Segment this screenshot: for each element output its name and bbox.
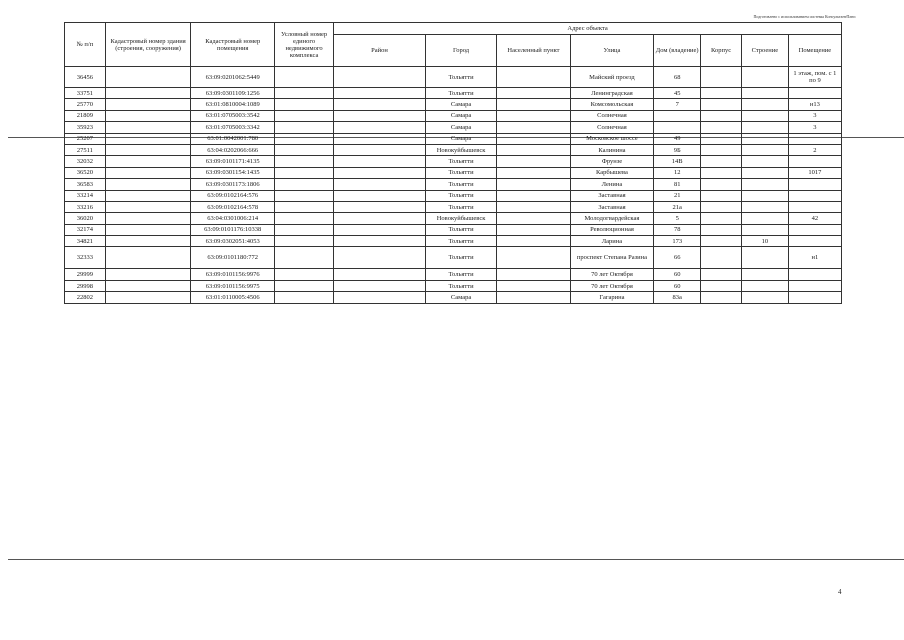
header-street: Улица <box>570 35 654 67</box>
table-row <box>65 190 842 201</box>
cell-district <box>334 292 426 303</box>
cell-num: 35923 <box>65 122 106 133</box>
cell-building <box>105 67 191 88</box>
cell-num: 32333 <box>65 247 106 269</box>
cell-city: Тольятти <box>425 156 496 167</box>
cell-structure <box>741 280 788 291</box>
cell-complex <box>275 236 334 247</box>
cell-complex <box>275 122 334 133</box>
cell-premises: 63:09:0302051:4053 <box>191 236 275 247</box>
cell-num: 32032 <box>65 156 106 167</box>
cell-premises: 63:09:0301109:1256 <box>191 88 275 99</box>
cell-korpus <box>701 201 742 212</box>
cell-complex <box>275 156 334 167</box>
cell-building <box>105 292 191 303</box>
table-row <box>65 122 842 133</box>
header-building-cadastral: Кадастровый номер здания (строения, сооружения) <box>105 23 191 67</box>
cell-complex <box>275 167 334 178</box>
header-settlement: Населенный пункт <box>497 35 570 67</box>
cell-korpus <box>701 280 742 291</box>
cell-premises: 63:09:0101171:4135 <box>191 156 275 167</box>
table-row <box>65 292 842 303</box>
cell-structure <box>741 269 788 280</box>
cell-room <box>788 88 841 99</box>
cell-district <box>334 213 426 224</box>
cell-structure <box>741 247 788 269</box>
cell-structure <box>741 110 788 121</box>
cell-korpus <box>701 179 742 190</box>
cell-premises: 63:04:0202066:666 <box>191 144 275 155</box>
table-row <box>65 201 842 212</box>
cell-structure <box>741 99 788 110</box>
cell-korpus <box>701 269 742 280</box>
cell-district <box>334 156 426 167</box>
cell-district <box>334 224 426 235</box>
cell-num: 25770 <box>65 99 106 110</box>
cell-premises: 63:09:0301173:1806 <box>191 179 275 190</box>
cell-structure <box>741 156 788 167</box>
cell-korpus <box>701 292 742 303</box>
cell-district <box>334 99 426 110</box>
cell-korpus <box>701 247 742 269</box>
table-row <box>65 67 842 88</box>
cell-num: 29998 <box>65 280 106 291</box>
cell-complex <box>275 280 334 291</box>
cell-city: Тольятти <box>425 224 496 235</box>
cell-city: Тольятти <box>425 201 496 212</box>
cell-settlement <box>497 292 570 303</box>
cell-complex <box>275 67 334 88</box>
cell-district <box>334 201 426 212</box>
cell-num: 33216 <box>65 201 106 212</box>
cell-premises: 63:04:0301006:214 <box>191 213 275 224</box>
cell-room: 2 <box>788 144 841 155</box>
cell-korpus <box>701 67 742 88</box>
cell-premises: 63:09:0101156:9976 <box>191 269 275 280</box>
cell-settlement <box>497 167 570 178</box>
cell-premises: 63:01:0042001:780 <box>191 133 275 144</box>
cell-settlement <box>497 144 570 155</box>
cell-complex <box>275 269 334 280</box>
table-row <box>65 236 842 247</box>
cell-premises: 63:09:0102164:578 <box>191 201 275 212</box>
header-num: № п/п <box>65 23 106 67</box>
cell-city: Тольятти <box>425 269 496 280</box>
cell-structure <box>741 67 788 88</box>
cell-korpus <box>701 144 742 155</box>
cell-house: 81 <box>654 179 701 190</box>
table-row <box>65 110 842 121</box>
cell-street: Заставная <box>570 190 654 201</box>
cell-street: Ленинградская <box>570 88 654 99</box>
cell-korpus <box>701 99 742 110</box>
cell-korpus <box>701 88 742 99</box>
cell-settlement <box>497 110 570 121</box>
cell-room <box>788 236 841 247</box>
cell-complex <box>275 190 334 201</box>
cell-building <box>105 247 191 269</box>
cell-street: 70 лет Октября <box>570 269 654 280</box>
cell-house: 78 <box>654 224 701 235</box>
cell-settlement <box>497 269 570 280</box>
cell-street: Карбышева <box>570 167 654 178</box>
cell-room: 3 <box>788 122 841 133</box>
cell-building <box>105 201 191 212</box>
cell-room: 3 <box>788 110 841 121</box>
table-row <box>65 144 842 155</box>
cell-complex <box>275 144 334 155</box>
table-row <box>65 179 842 190</box>
cell-korpus <box>701 110 742 121</box>
cell-city: Тольятти <box>425 179 496 190</box>
cell-num: 27511 <box>65 144 106 155</box>
cell-structure <box>741 201 788 212</box>
cell-house: 9Б <box>654 144 701 155</box>
cell-structure <box>741 292 788 303</box>
header-house: Дом (владение) <box>654 35 701 67</box>
cell-korpus <box>701 190 742 201</box>
cell-room: 1 этаж, пом. с 1 по 9 <box>788 67 841 88</box>
cell-house: 21а <box>654 201 701 212</box>
cell-house: 14В <box>654 156 701 167</box>
cell-street: проспект Степана Разина <box>570 247 654 269</box>
table-row <box>65 167 842 178</box>
cell-complex <box>275 133 334 144</box>
table-row <box>65 269 842 280</box>
cell-premises: 63:01:0705003:3342 <box>191 122 275 133</box>
cell-settlement <box>497 99 570 110</box>
cell-district <box>334 110 426 121</box>
cell-complex <box>275 201 334 212</box>
cell-premises: 63:09:0101176:10338 <box>191 224 275 235</box>
cell-structure <box>741 167 788 178</box>
cell-building <box>105 269 191 280</box>
cell-num: 29999 <box>65 269 106 280</box>
cell-house <box>654 110 701 121</box>
cell-house: 12 <box>654 167 701 178</box>
cell-street: Заставная <box>570 201 654 212</box>
cell-premises: 63:01:0705003:3542 <box>191 110 275 121</box>
cell-house: 60 <box>654 269 701 280</box>
cell-room <box>788 179 841 190</box>
cell-korpus <box>701 236 742 247</box>
cell-num: 32174 <box>65 224 106 235</box>
table-row <box>65 247 842 269</box>
cell-num: 33214 <box>65 190 106 201</box>
cell-house <box>654 122 701 133</box>
cell-city: Самара <box>425 292 496 303</box>
header-district: Район <box>334 35 426 67</box>
cell-structure: 10 <box>741 236 788 247</box>
cell-building <box>105 144 191 155</box>
registry-body <box>65 67 842 304</box>
cell-district <box>334 88 426 99</box>
cell-settlement <box>497 67 570 88</box>
cell-building <box>105 99 191 110</box>
cell-complex <box>275 213 334 224</box>
table-row <box>65 156 842 167</box>
cell-street: Комсомольская <box>570 99 654 110</box>
cell-korpus <box>701 224 742 235</box>
cell-num: 21809 <box>65 110 106 121</box>
cell-room <box>788 133 841 144</box>
cell-room: 42 <box>788 213 841 224</box>
cell-room: н13 <box>788 99 841 110</box>
cell-settlement <box>497 247 570 269</box>
cell-num: 36456 <box>65 67 106 88</box>
cell-city: Самара <box>425 122 496 133</box>
cell-house: 49 <box>654 133 701 144</box>
cell-settlement <box>497 156 570 167</box>
cell-house: 66 <box>654 247 701 269</box>
cell-district <box>334 144 426 155</box>
cell-premises: 63:09:0101180:772 <box>191 247 275 269</box>
cell-room <box>788 190 841 201</box>
cell-city: Тольятти <box>425 280 496 291</box>
header-structure: Строение <box>741 35 788 67</box>
scan-line-bottom <box>8 559 904 560</box>
cell-num: 36020 <box>65 213 106 224</box>
cell-korpus <box>701 213 742 224</box>
cell-building <box>105 133 191 144</box>
cell-settlement <box>497 133 570 144</box>
cell-structure <box>741 179 788 190</box>
cell-building <box>105 167 191 178</box>
cell-city: Тольятти <box>425 190 496 201</box>
page-number: 4 <box>838 588 842 596</box>
header-korpus: Корпус <box>701 35 742 67</box>
cell-settlement <box>497 190 570 201</box>
cell-premises: 63:09:0102164:576 <box>191 190 275 201</box>
cell-complex <box>275 88 334 99</box>
cell-structure <box>741 224 788 235</box>
cell-district <box>334 247 426 269</box>
cell-house: 60 <box>654 280 701 291</box>
cell-korpus <box>701 133 742 144</box>
cell-street: Революционная <box>570 224 654 235</box>
cell-settlement <box>497 179 570 190</box>
cell-korpus <box>701 167 742 178</box>
cell-complex <box>275 292 334 303</box>
consultantplus-watermark: Подготовлено с использованием системы КонсультантПлюс <box>753 14 856 19</box>
cell-district <box>334 280 426 291</box>
cell-city: Тольятти <box>425 167 496 178</box>
cell-city: Самара <box>425 133 496 144</box>
cell-district <box>334 167 426 178</box>
cell-street: Московское шоссе <box>570 133 654 144</box>
cell-district <box>334 67 426 88</box>
cell-premises: 63:01:0110005:4506 <box>191 292 275 303</box>
cell-house: 173 <box>654 236 701 247</box>
cell-city: Новокуйбышевск <box>425 213 496 224</box>
cell-building <box>105 280 191 291</box>
cell-room <box>788 201 841 212</box>
cell-city: Тольятти <box>425 67 496 88</box>
cell-district <box>334 179 426 190</box>
header-premises-cadastral: Кадастровый номер помещения <box>191 23 275 67</box>
cell-room <box>788 280 841 291</box>
cell-street: Майский проезд <box>570 67 654 88</box>
cell-district <box>334 269 426 280</box>
cell-num: 33751 <box>65 88 106 99</box>
cell-structure <box>741 190 788 201</box>
cell-city: Тольятти <box>425 88 496 99</box>
cell-premises: 63:09:0101156:9975 <box>191 280 275 291</box>
cell-premises: 63:09:0201062:5449 <box>191 67 275 88</box>
cell-street: Ленина <box>570 179 654 190</box>
cell-korpus <box>701 122 742 133</box>
cell-settlement <box>497 213 570 224</box>
cell-building <box>105 122 191 133</box>
cell-building <box>105 213 191 224</box>
table-row <box>65 213 842 224</box>
cell-street: Солнечная <box>570 122 654 133</box>
cell-district <box>334 190 426 201</box>
cell-building <box>105 156 191 167</box>
header-address: Адрес объекта <box>334 23 842 35</box>
cell-building <box>105 224 191 235</box>
cell-street: Калинина <box>570 144 654 155</box>
cell-district <box>334 133 426 144</box>
cell-structure <box>741 88 788 99</box>
cell-room: н1 <box>788 247 841 269</box>
cell-building <box>105 179 191 190</box>
cell-street: Гагарина <box>570 292 654 303</box>
cell-city: Самара <box>425 99 496 110</box>
cell-house: 68 <box>654 67 701 88</box>
table-row <box>65 133 842 144</box>
cell-district <box>334 236 426 247</box>
cell-num: 34821 <box>65 236 106 247</box>
table-row <box>65 88 842 99</box>
cell-house: 5 <box>654 213 701 224</box>
cell-structure <box>741 122 788 133</box>
cell-settlement <box>497 88 570 99</box>
cell-city: Новокуйбышевск <box>425 144 496 155</box>
cell-street: Молодогвардейская <box>570 213 654 224</box>
cell-room <box>788 269 841 280</box>
table-row <box>65 280 842 291</box>
cell-street: Солнечная <box>570 110 654 121</box>
cell-complex <box>275 224 334 235</box>
cell-settlement <box>497 122 570 133</box>
cell-complex <box>275 110 334 121</box>
cell-building <box>105 190 191 201</box>
cell-settlement <box>497 224 570 235</box>
cell-building <box>105 236 191 247</box>
table-row <box>65 99 842 110</box>
cell-city: Тольятти <box>425 247 496 269</box>
cell-city: Тольятти <box>425 236 496 247</box>
cell-korpus <box>701 156 742 167</box>
cell-num: 22802 <box>65 292 106 303</box>
cell-house: 7 <box>654 99 701 110</box>
property-registry-table <box>64 22 842 304</box>
cell-room <box>788 156 841 167</box>
cell-structure <box>741 144 788 155</box>
cell-premises: 63:09:0301154:1435 <box>191 167 275 178</box>
cell-num: 25207 <box>65 133 106 144</box>
cell-settlement <box>497 201 570 212</box>
cell-settlement <box>497 236 570 247</box>
cell-city: Самара <box>425 110 496 121</box>
cell-building <box>105 110 191 121</box>
cell-num: 36520 <box>65 167 106 178</box>
cell-complex <box>275 179 334 190</box>
cell-structure <box>741 213 788 224</box>
cell-room: 1017 <box>788 167 841 178</box>
cell-district <box>334 122 426 133</box>
cell-complex <box>275 247 334 269</box>
cell-room <box>788 224 841 235</box>
cell-street: 70 лет Октября <box>570 280 654 291</box>
cell-structure <box>741 133 788 144</box>
cell-settlement <box>497 280 570 291</box>
cell-house: 83а <box>654 292 701 303</box>
cell-premises: 63:01:0810004:1089 <box>191 99 275 110</box>
header-city: Город <box>425 35 496 67</box>
cell-room <box>788 292 841 303</box>
cell-street: Ларина <box>570 236 654 247</box>
header-room: Помещение <box>788 35 841 67</box>
cell-street: Фрунзе <box>570 156 654 167</box>
cell-complex <box>275 99 334 110</box>
cell-building <box>105 88 191 99</box>
table-row <box>65 224 842 235</box>
cell-num: 36583 <box>65 179 106 190</box>
cell-house: 21 <box>654 190 701 201</box>
header-complex-number: Условный номер единого недвижимого комплекса <box>275 23 334 67</box>
cell-house: 45 <box>654 88 701 99</box>
